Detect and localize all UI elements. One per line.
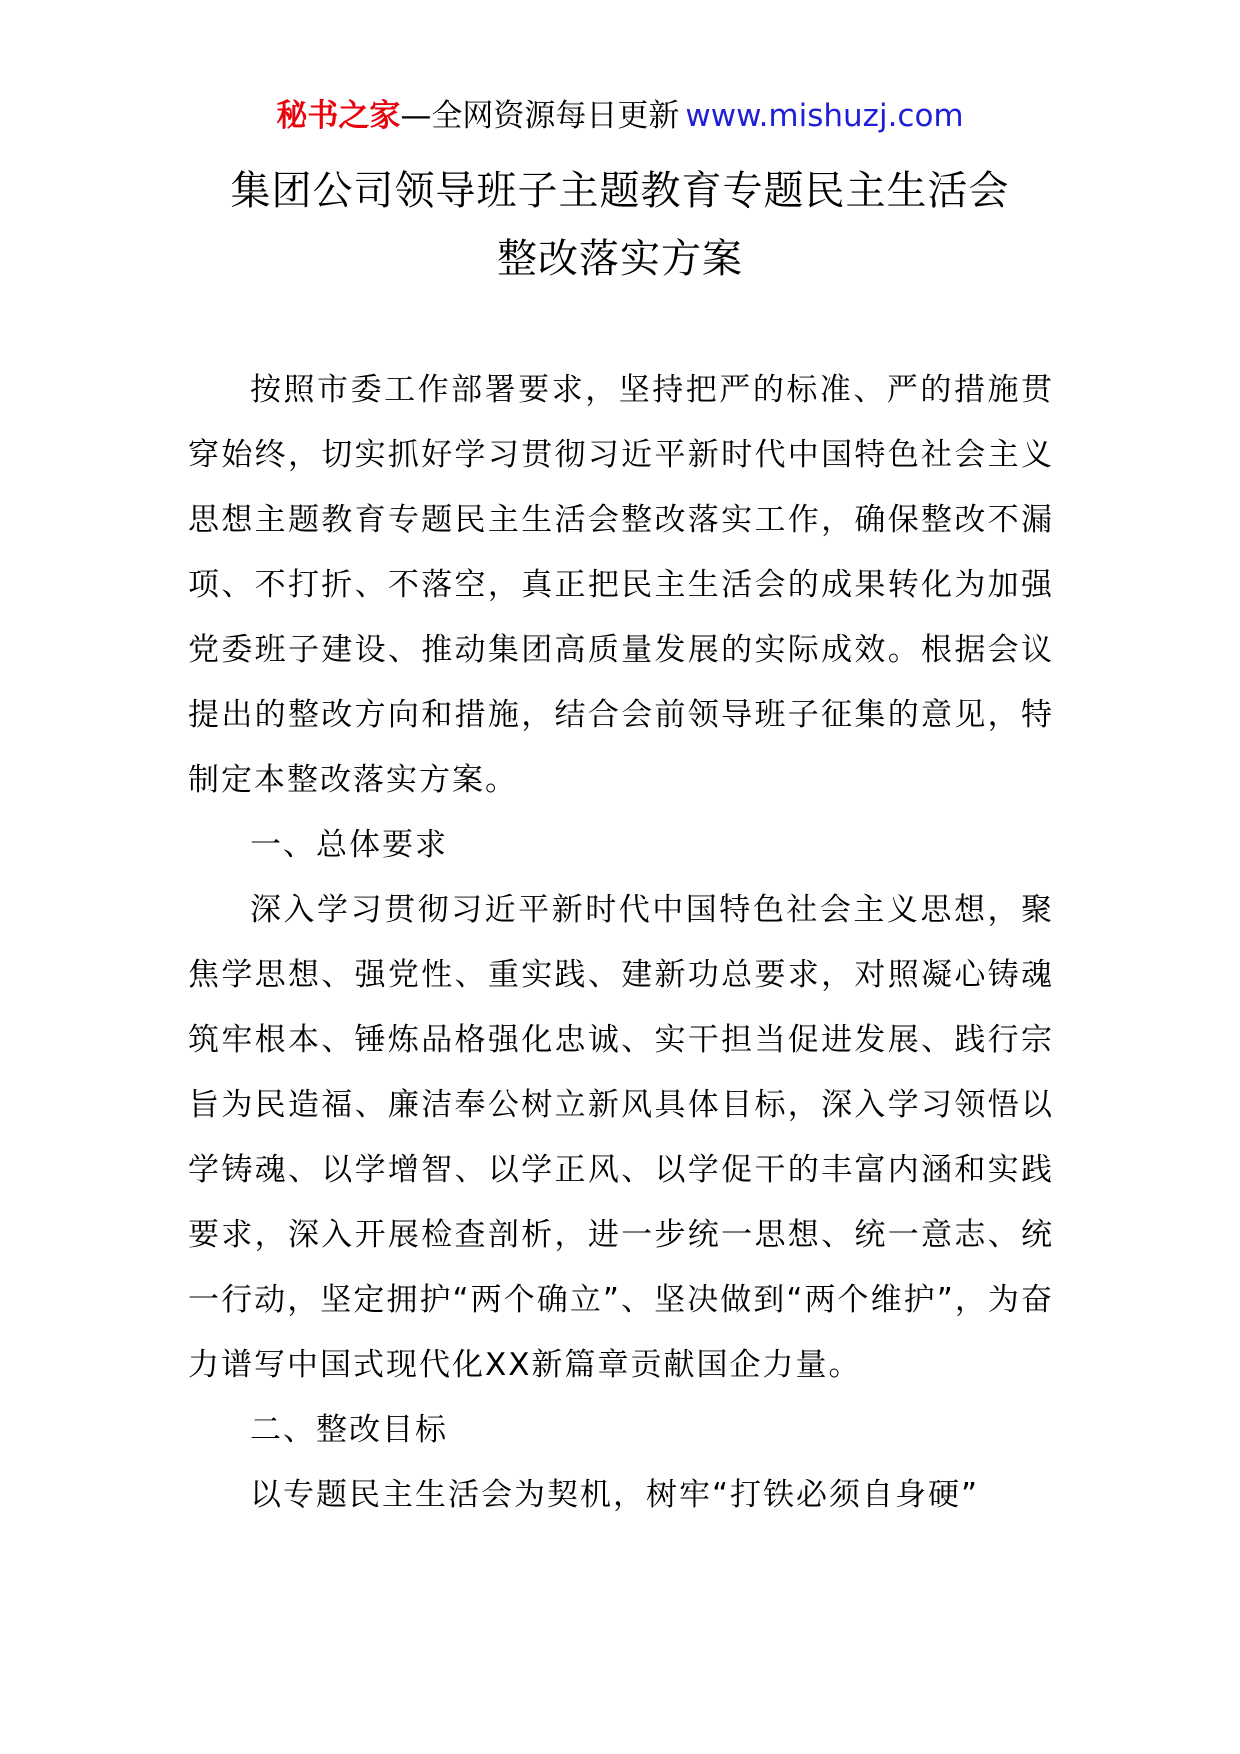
rectification-goals-paragraph: 以专题民主生活会为契机，树牢“打铁必须自身硬” xyxy=(250,1477,980,1513)
document-title-line-1: 集团公司领导班子主题教育专题民主生活会 xyxy=(230,168,1010,214)
overall-requirements-paragraph: 深入学习贯彻习近平新时代中国特色社会主义思想，聚焦学思想、强党性、重实践、建新功总要求，对照凝心铸魂筑牢根本、锤炼品格强化忠诚、实干担当促进发展、践行宗旨为民造福、廉洁奉公树立新风具体目标，深入学习领悟以学铸魂、以学增智、以学正风、以学促干的丰富内涵和实践要求，深入开展检查剖析，进一步统一思想、统一意志、统一行动，坚定拥护“两个确立”、坚决做到“两个维护”，为奋力谱写中国式现代化XX新篇章贡献国企力量。 xyxy=(188,892,1054,1383)
document-body xyxy=(188,358,1054,1528)
document-title-line-2: 整改落实方案 xyxy=(497,236,743,282)
watermark-header xyxy=(0,96,1240,136)
brand-name: 秘书之家 xyxy=(276,98,401,134)
site-url-link[interactable]: www.mishuzj.com xyxy=(685,98,964,134)
brand-tagline: —全网资源每日更新 xyxy=(400,98,680,134)
intro-paragraph: 按照市委工作部署要求，坚持把严的标准、严的措施贯穿始终，切实抓好学习贯彻习近平新时代中国特色社会主义思想主题教育专题民主生活会整改落实工作，确保整改不漏项、不打折、不落空，真正把民主生活会的成果转化为加强党委班子建设、推动集团高质量发展的实际成效。根据会议提出的整改方向和措施，结合会前领导班子征集的意见，特制定本整改落实方案。 xyxy=(188,372,1054,798)
section-heading-rectification-goals: 二、整改目标 xyxy=(250,1412,448,1448)
section-heading-overall-requirements: 一、总体要求 xyxy=(250,827,448,863)
